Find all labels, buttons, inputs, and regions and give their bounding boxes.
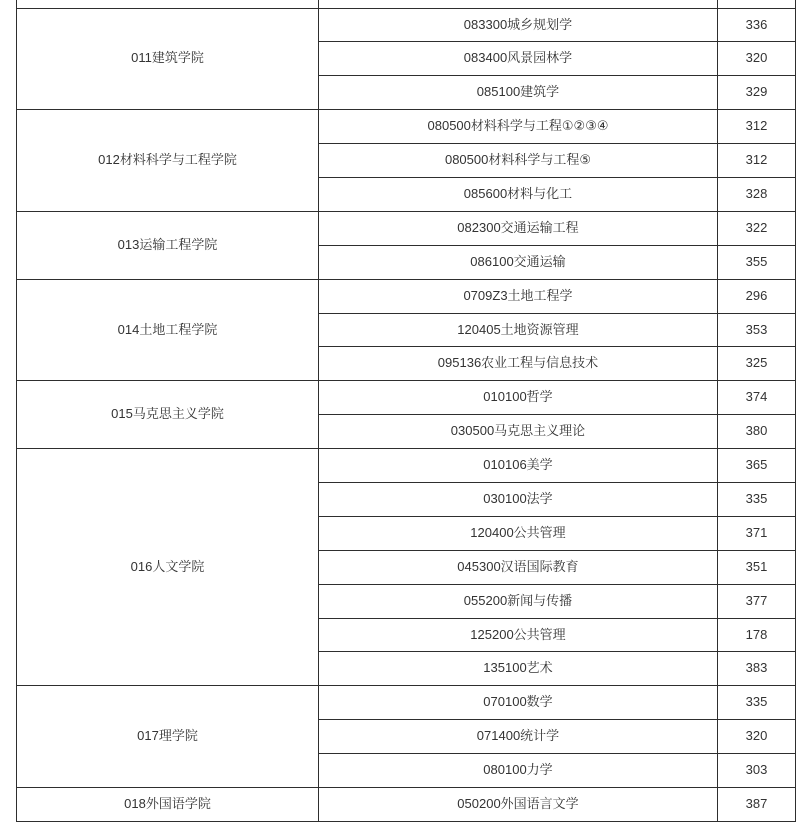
major-cell: 095136农业工程与信息技术 <box>319 347 718 381</box>
table-row <box>17 787 796 821</box>
table-row <box>17 211 796 245</box>
major-cell: 010100哲学 <box>319 381 718 415</box>
major-cell: 030500马克思主义理论 <box>319 415 718 449</box>
major-cell: 083300城乡规划学 <box>319 8 718 42</box>
major-cell: 082300交通运输工程 <box>319 211 718 245</box>
major-cell: 086100交通运输 <box>319 245 718 279</box>
table-row <box>17 686 796 720</box>
major-cell: 080500材料科学与工程⑤ <box>319 144 718 178</box>
college-cell: 016人文学院 <box>17 449 319 686</box>
score-cell: 328 <box>718 177 796 211</box>
score-cell: 380 <box>718 415 796 449</box>
major-cell: 030100法学 <box>319 482 718 516</box>
major-cell: 120405土地资源管理 <box>319 313 718 347</box>
college-cell: 017理学院 <box>17 686 319 788</box>
score-cell: 353 <box>718 313 796 347</box>
major-cell: 085100建筑学 <box>319 76 718 110</box>
score-cell: 325 <box>718 347 796 381</box>
major-cell: 070100数学 <box>319 686 718 720</box>
college-cell: 018外国语学院 <box>17 787 319 821</box>
score-cell: 336 <box>718 8 796 42</box>
college-cell: 014土地工程学院 <box>17 279 319 381</box>
major-cell: 010106美学 <box>319 449 718 483</box>
score-cell: 383 <box>718 652 796 686</box>
admission-score-table <box>16 0 796 822</box>
major-cell: 085600材料与化工 <box>319 177 718 211</box>
score-cell: 355 <box>718 245 796 279</box>
major-cell: 120400公共管理 <box>319 516 718 550</box>
score-cell: 320 <box>718 42 796 76</box>
score-cell: 335 <box>718 482 796 516</box>
score-cell: 312 <box>718 110 796 144</box>
score-cell: 351 <box>718 550 796 584</box>
cutoff-cell <box>718 0 796 8</box>
score-cell: 322 <box>718 211 796 245</box>
college-cell: 015马克思主义学院 <box>17 381 319 449</box>
cutoff-cell <box>319 0 718 8</box>
major-cell: 083400风景园林学 <box>319 42 718 76</box>
table-row <box>17 449 796 483</box>
score-cell: 178 <box>718 618 796 652</box>
major-cell: 080500材料科学与工程①②③④ <box>319 110 718 144</box>
score-cell: 329 <box>718 76 796 110</box>
score-cell: 303 <box>718 754 796 788</box>
major-cell: 125200公共管理 <box>319 618 718 652</box>
score-cell: 387 <box>718 787 796 821</box>
score-cell: 374 <box>718 381 796 415</box>
major-cell: 055200新闻与传播 <box>319 584 718 618</box>
table-row <box>17 381 796 415</box>
cutoff-cell <box>17 0 319 8</box>
score-cell: 365 <box>718 449 796 483</box>
score-cell: 377 <box>718 584 796 618</box>
score-cell: 312 <box>718 144 796 178</box>
major-cell: 0709Z3土地工程学 <box>319 279 718 313</box>
major-cell: 135100艺术 <box>319 652 718 686</box>
score-cell: 371 <box>718 516 796 550</box>
college-cell: 011建筑学院 <box>17 8 319 110</box>
college-cell: 013运输工程学院 <box>17 211 319 279</box>
score-cell: 296 <box>718 279 796 313</box>
score-cell: 335 <box>718 686 796 720</box>
table-row <box>17 8 796 42</box>
score-cell: 320 <box>718 720 796 754</box>
major-cell: 080100力学 <box>319 754 718 788</box>
table-row <box>17 279 796 313</box>
major-cell: 071400统计学 <box>319 720 718 754</box>
table-body <box>17 0 796 821</box>
cutoff-row <box>17 0 796 8</box>
college-cell: 012材料科学与工程学院 <box>17 110 319 212</box>
table-row <box>17 110 796 144</box>
major-cell: 045300汉语国际教育 <box>319 550 718 584</box>
major-cell: 050200外国语言文学 <box>319 787 718 821</box>
